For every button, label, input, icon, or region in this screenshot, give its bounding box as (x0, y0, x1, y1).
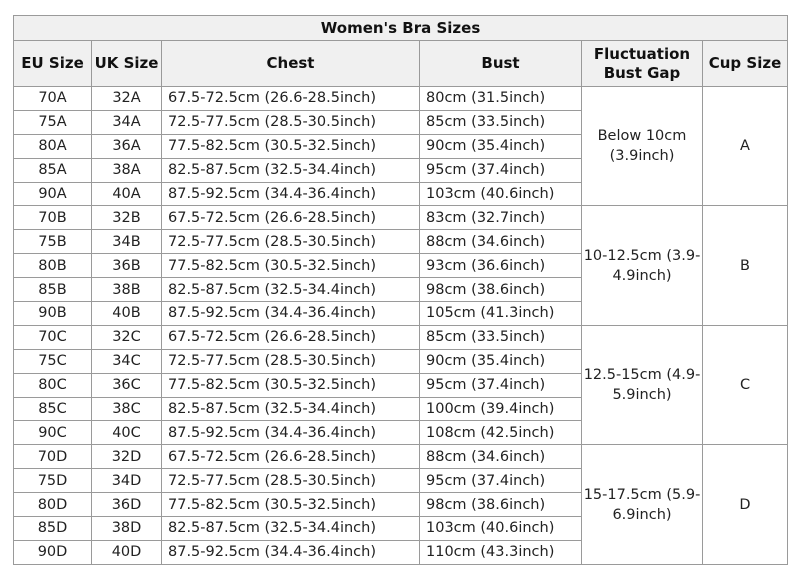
eu-size-cell: 85C (14, 397, 92, 421)
col-header-eu-size: EU Size (14, 41, 92, 87)
uk-size-cell: 32C (92, 325, 162, 349)
bust-cell: 88cm (34.6inch) (420, 230, 582, 254)
chest-cell: 87.5-92.5cm (34.4-36.4inch) (162, 182, 420, 206)
table-row (14, 325, 788, 349)
bust-cell: 95cm (37.4inch) (420, 373, 582, 397)
chest-cell: 87.5-92.5cm (34.4-36.4inch) (162, 302, 420, 326)
uk-size-cell: 36C (92, 373, 162, 397)
chest-cell: 67.5-72.5cm (26.6-28.5inch) (162, 445, 420, 469)
col-header-chest: Chest (162, 41, 420, 87)
uk-size-cell: 40C (92, 421, 162, 445)
chest-cell: 77.5-82.5cm (30.5-32.5inch) (162, 493, 420, 517)
eu-size-cell: 90C (14, 421, 92, 445)
bust-cell: 108cm (42.5inch) (420, 421, 582, 445)
fluctuation-gap-cell: Below 10cm (3.9inch) (582, 87, 703, 206)
fluctuation-gap-cell: 10-12.5cm (3.9-4.9inch) (582, 206, 703, 325)
eu-size-cell: 80D (14, 493, 92, 517)
eu-size-cell: 75C (14, 349, 92, 373)
chest-cell: 87.5-92.5cm (34.4-36.4inch) (162, 540, 420, 564)
eu-size-cell: 70C (14, 325, 92, 349)
uk-size-cell: 34C (92, 349, 162, 373)
uk-size-cell: 38A (92, 158, 162, 182)
eu-size-cell: 90A (14, 182, 92, 206)
uk-size-cell: 38D (92, 517, 162, 541)
bra-size-table (13, 15, 788, 565)
bust-cell: 95cm (37.4inch) (420, 469, 582, 493)
cup-size-cell: C (703, 325, 788, 444)
uk-size-cell: 36D (92, 493, 162, 517)
bust-cell: 90cm (35.4inch) (420, 134, 582, 158)
chest-cell: 72.5-77.5cm (28.5-30.5inch) (162, 349, 420, 373)
chest-cell: 77.5-82.5cm (30.5-32.5inch) (162, 254, 420, 278)
bust-cell: 93cm (36.6inch) (420, 254, 582, 278)
eu-size-cell: 85B (14, 278, 92, 302)
chest-cell: 82.5-87.5cm (32.5-34.4inch) (162, 158, 420, 182)
table-row (14, 206, 788, 230)
chest-cell: 72.5-77.5cm (28.5-30.5inch) (162, 110, 420, 134)
eu-size-cell: 80A (14, 134, 92, 158)
bust-cell: 103cm (40.6inch) (420, 182, 582, 206)
uk-size-cell: 34A (92, 110, 162, 134)
fluctuation-gap-cell: 12.5-15cm (4.9-5.9inch) (582, 325, 703, 444)
cup-size-cell: B (703, 206, 788, 325)
eu-size-cell: 75A (14, 110, 92, 134)
table-row (14, 445, 788, 469)
col-header-fluctuation-bust-gap: Fluctuation Bust Gap (582, 41, 703, 87)
uk-size-cell: 38C (92, 397, 162, 421)
bust-cell: 80cm (31.5inch) (420, 87, 582, 111)
eu-size-cell: 80C (14, 373, 92, 397)
bust-cell: 98cm (38.6inch) (420, 278, 582, 302)
bust-cell: 85cm (33.5inch) (420, 110, 582, 134)
uk-size-cell: 40B (92, 302, 162, 326)
uk-size-cell: 34B (92, 230, 162, 254)
bust-cell: 98cm (38.6inch) (420, 493, 582, 517)
chest-cell: 82.5-87.5cm (32.5-34.4inch) (162, 397, 420, 421)
uk-size-cell: 40D (92, 540, 162, 564)
bust-cell: 83cm (32.7inch) (420, 206, 582, 230)
eu-size-cell: 85D (14, 517, 92, 541)
chest-cell: 72.5-77.5cm (28.5-30.5inch) (162, 469, 420, 493)
chest-cell: 87.5-92.5cm (34.4-36.4inch) (162, 421, 420, 445)
eu-size-cell: 90B (14, 302, 92, 326)
eu-size-cell: 70D (14, 445, 92, 469)
bust-cell: 95cm (37.4inch) (420, 158, 582, 182)
bust-cell: 85cm (33.5inch) (420, 325, 582, 349)
header-row (14, 41, 788, 87)
eu-size-cell: 85A (14, 158, 92, 182)
chest-cell: 72.5-77.5cm (28.5-30.5inch) (162, 230, 420, 254)
uk-size-cell: 36B (92, 254, 162, 278)
uk-size-cell: 32B (92, 206, 162, 230)
chest-cell: 77.5-82.5cm (30.5-32.5inch) (162, 134, 420, 158)
uk-size-cell: 36A (92, 134, 162, 158)
cup-size-cell: D (703, 445, 788, 564)
chest-cell: 67.5-72.5cm (26.6-28.5inch) (162, 87, 420, 111)
fluctuation-gap-cell: 15-17.5cm (5.9-6.9inch) (582, 445, 703, 564)
col-header-uk-size: UK Size (92, 41, 162, 87)
eu-size-cell: 75D (14, 469, 92, 493)
chest-cell: 77.5-82.5cm (30.5-32.5inch) (162, 373, 420, 397)
chest-cell: 82.5-87.5cm (32.5-34.4inch) (162, 517, 420, 541)
uk-size-cell: 32D (92, 445, 162, 469)
cup-size-cell: A (703, 87, 788, 206)
bust-cell: 88cm (34.6inch) (420, 445, 582, 469)
bust-cell: 90cm (35.4inch) (420, 349, 582, 373)
table-body (14, 87, 788, 565)
chest-cell: 67.5-72.5cm (26.6-28.5inch) (162, 206, 420, 230)
table-title: Women's Bra Sizes (14, 16, 788, 41)
eu-size-cell: 75B (14, 230, 92, 254)
col-header-bust: Bust (420, 41, 582, 87)
eu-size-cell: 80B (14, 254, 92, 278)
size-chart (13, 15, 787, 565)
uk-size-cell: 38B (92, 278, 162, 302)
eu-size-cell: 90D (14, 540, 92, 564)
chest-cell: 67.5-72.5cm (26.6-28.5inch) (162, 325, 420, 349)
table-row (14, 87, 788, 111)
uk-size-cell: 34D (92, 469, 162, 493)
uk-size-cell: 40A (92, 182, 162, 206)
bust-cell: 100cm (39.4inch) (420, 397, 582, 421)
col-header-cup-size: Cup Size (703, 41, 788, 87)
bust-cell: 110cm (43.3inch) (420, 540, 582, 564)
eu-size-cell: 70A (14, 87, 92, 111)
chest-cell: 82.5-87.5cm (32.5-34.4inch) (162, 278, 420, 302)
bust-cell: 103cm (40.6inch) (420, 517, 582, 541)
uk-size-cell: 32A (92, 87, 162, 111)
bust-cell: 105cm (41.3inch) (420, 302, 582, 326)
eu-size-cell: 70B (14, 206, 92, 230)
